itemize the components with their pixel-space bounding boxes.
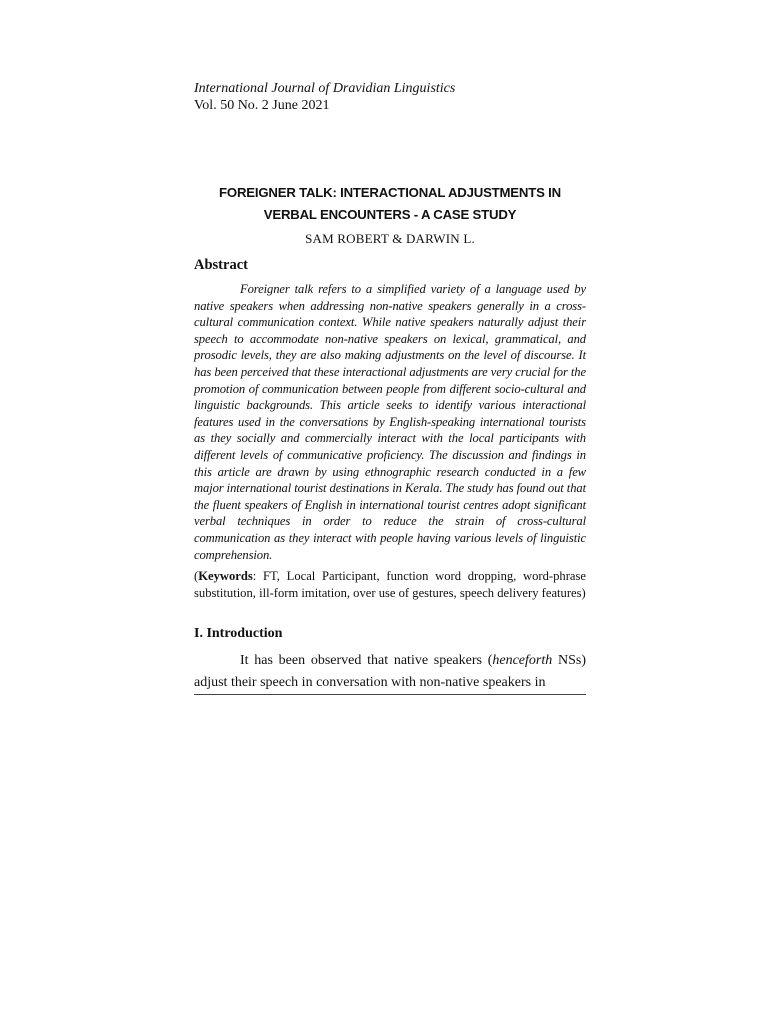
keywords-text: : FT, Local Participant, function word dropping, word-phrase substitution, ill-form imitation, over use of gestures, speech delivery features) [194, 569, 586, 600]
journal-name: International Journal of Dravidian Linguistics [194, 81, 456, 96]
introduction-text-start: It has been observed that native speakers ( [240, 653, 493, 668]
article-title-line-1: FOREIGNER TALK: INTERACTIONAL ADJUSTMENTS IN [219, 185, 561, 200]
introduction-term: henceforth [492, 653, 553, 668]
introduction-text [194, 650, 586, 694]
article-authors: SAM ROBERT & DARWIN L. [305, 231, 475, 246]
article-title-line-2: VERBAL ENCOUNTERS - A CASE STUDY [263, 207, 517, 222]
keywords-paragraph [194, 568, 586, 601]
article-title [194, 182, 586, 226]
journal-issue: Vol. 50 No. 2 June 2021 [194, 98, 330, 113]
keywords-open-paren: ( [194, 569, 199, 583]
abstract-heading: Abstract [194, 257, 248, 273]
introduction-text-end: NSs) adjust their speech in conversation with non-native speakers in [194, 653, 586, 690]
introduction-heading: I. Introduction [194, 626, 283, 641]
page-bottom-rule [194, 694, 586, 695]
abstract-text: Foreigner talk refers to a simplified variety of a language used by native speakers when addressing non-native speakers generally in a cross-cultural communication context. While native speakers naturally adjust their speech to accommodate non-native speakers on lexical, grammatical, and prosodic levels, they are also making adjustments on the level of discourse. It has been perceived that these interactional adjustments are very crucial for the promotion of communication between people from different socio-cultural and linguistic backgrounds. This article seeks to identify various interactional features used in the conversations by English-speaking international tourists as they socially and commercially interact with the local participants with different levels of communicative proficiency. The discussion and findings in this article are drawn by using ethnographic research conducted in a few major international tourist destinations in Kerala. The study has found out that the fluent speakers of English in international tourist centres adopt significant verbal techniques in order to reduce the strain of cross-cultural communication as they interact with people having various levels of linguistic comprehension. [194, 282, 586, 562]
keywords-label: Keywords [198, 569, 253, 583]
journal-header [194, 80, 455, 114]
